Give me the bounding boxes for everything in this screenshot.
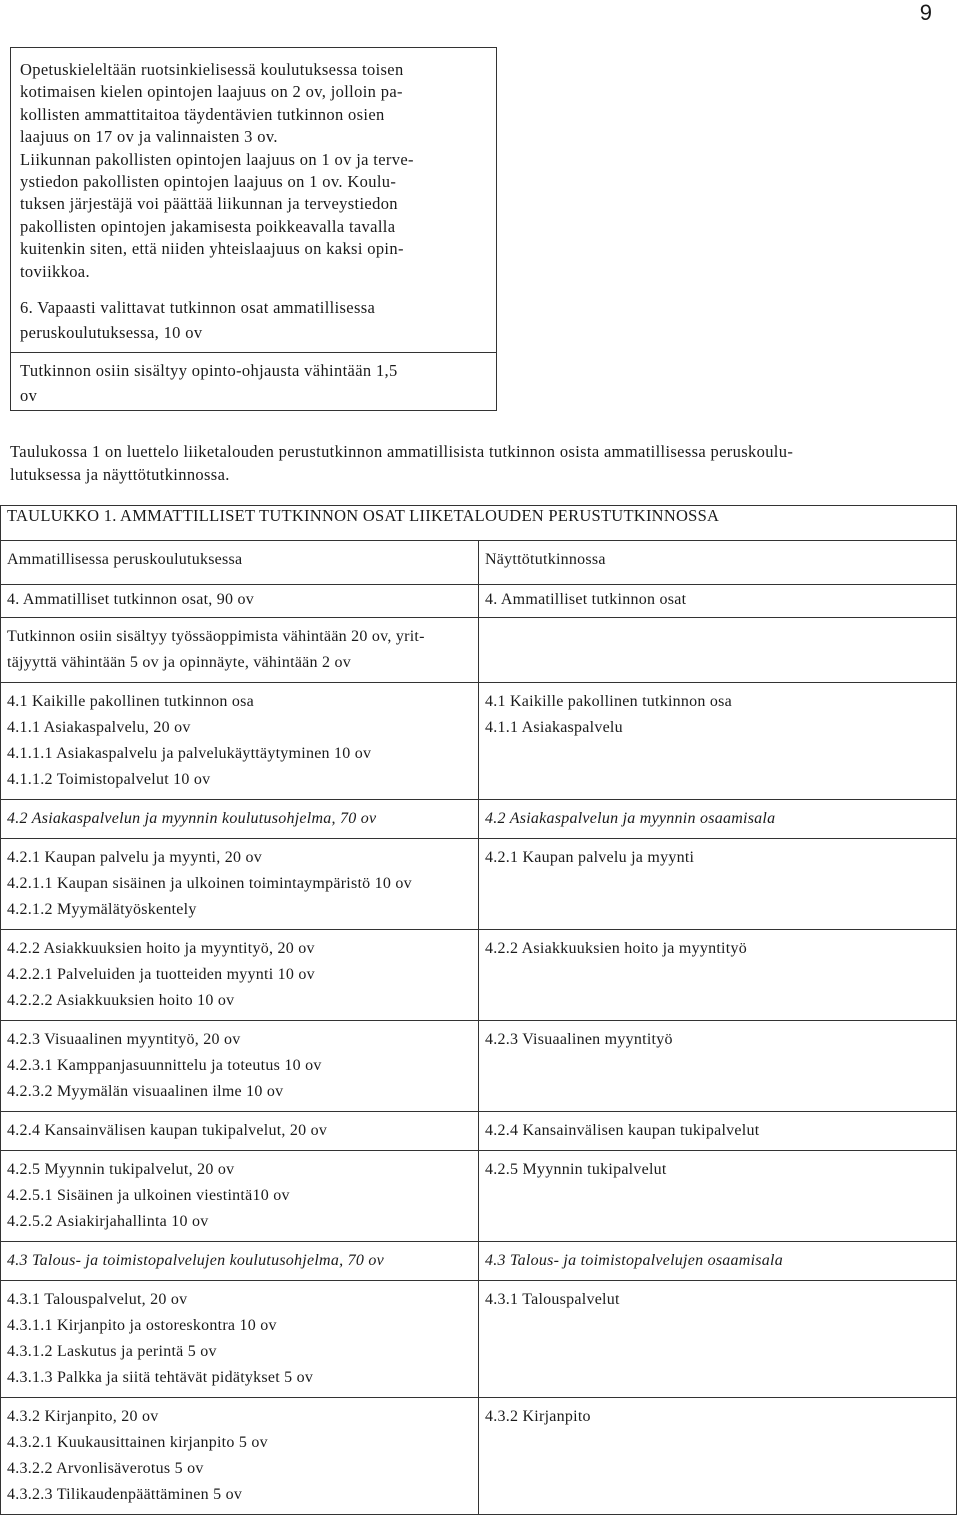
vocational-cell — [1, 1021, 479, 1112]
text-line: ystiedon pakollisten opintojen laajuus on 1 ov. Koulu- — [20, 172, 397, 192]
text-line: 4.2.1 Kaupan palvelu ja myynti, 20 ov — [7, 849, 262, 866]
text-line: 4.2.3 Visuaalinen myyntityö, 20 ov — [7, 1031, 241, 1048]
table-row — [1, 1021, 957, 1112]
vocational-cell — [1, 1151, 479, 1242]
text-line: 4.1.1 Asiakaspalvelu — [485, 719, 623, 736]
text-line: 4.2.2.2 Asiakkuuksien hoito 10 ov — [7, 992, 235, 1009]
text-line: 4.1.1.1 Asiakaspalvelu ja palvelukäyttäytyminen 10 ov — [7, 745, 372, 762]
text-line: 4.2.3.2 Myymälän visuaalinen ilme 10 ov — [7, 1083, 284, 1100]
text-line: 4.3.2 Kirjanpito — [485, 1408, 591, 1425]
text-line: 4.2 Asiakaspalvelun ja myynnin osaamisala — [485, 810, 776, 827]
text-line: 4.2.4 Kansainvälisen kaupan tukipalvelut — [485, 1122, 760, 1139]
text-line: 4.3.2.1 Kuukausittainen kirjanpito 5 ov — [7, 1434, 268, 1451]
competence-cell — [479, 930, 957, 1021]
competence-cell — [479, 1281, 957, 1398]
text-line: 4.3.1 Talouspalvelut, 20 ov — [7, 1291, 188, 1308]
qualification-table — [0, 505, 957, 1515]
curriculum-note-box — [10, 47, 497, 411]
text-line: 4.3.2.3 Tilikaudenpäättäminen 5 ov — [7, 1486, 243, 1503]
competence-cell — [479, 1398, 957, 1515]
text-line: 4.2.3.1 Kamppanjasuunnittelu ja toteutus 10 ov — [7, 1057, 322, 1074]
empty-cell — [479, 618, 957, 683]
vocational-cell — [1, 1398, 479, 1515]
text-line: Liikunnan pakollisten opintojen laajuus on 1 ov ja terve- — [20, 149, 414, 169]
table-row — [1, 683, 957, 800]
text-line: peruskoulutuksessa, 10 ov — [20, 323, 203, 342]
text-line: 4.1 Kaikille pakollinen tutkinnon osa — [7, 693, 254, 710]
text-line: 4.2.1 Kaupan palvelu ja myynti — [485, 849, 695, 866]
text-line: Tutkinnon osiin sisältyy työssäoppimista vähintään 20 ov, yrit- — [7, 628, 425, 645]
competence-cell — [479, 1021, 957, 1112]
text-line: 4.2 Asiakaspalvelun ja myynnin koulutusohjelma, 70 ov — [7, 810, 377, 827]
table-row — [1, 1151, 957, 1242]
column-header-competence: Näyttötutkinnossa — [479, 541, 957, 585]
text-line: 4.3.2 Kirjanpito, 20 ov — [7, 1408, 159, 1425]
competence-cell — [479, 800, 957, 839]
vocational-cell — [1, 800, 479, 839]
text-line: 4.3.1.2 Laskutus ja perintä 5 ov — [7, 1343, 217, 1360]
vocational-cell — [1, 1281, 479, 1398]
text-line: Taulukossa 1 on luettelo liiketalouden perustutkinnon ammatillisista tutkinnon osista ammatillisessa peruskoulu- — [10, 442, 794, 461]
text-line: 4.1.1 Asiakaspalvelu, 20 ov — [7, 719, 191, 736]
text-line: kuitenkin siten, että niiden yhteislaajuus on kaksi opin- — [20, 239, 404, 259]
table-row — [1, 1112, 957, 1151]
vocational-cell — [1, 930, 479, 1021]
text-line: laajuus on 17 ov ja valinnaisten 3 ov. — [20, 127, 278, 147]
table-row — [1, 1281, 957, 1398]
text-line: ov — [20, 386, 38, 405]
text-line: Opetuskieleltään ruotsinkielisessä koulutuksessa toisen — [20, 60, 404, 79]
text-line: 4.2.3 Visuaalinen myyntityö — [485, 1031, 673, 1048]
text-line: 4.3.1 Talouspalvelut — [485, 1291, 620, 1308]
competence-cell — [479, 1151, 957, 1242]
text-line: 4.2.1.1 Kaupan sisäinen ja ulkoinen toimintaympäristö 10 ov — [7, 875, 412, 892]
text-line: 4.1.1.2 Toimistopalvelut 10 ov — [7, 771, 211, 788]
guidance-note — [20, 358, 488, 408]
vocational-cell — [1, 683, 479, 800]
text-line: Tutkinnon osiin sisältyy opinto-ohjausta vähintään 1,5 — [20, 361, 398, 380]
section-heading-left: 4. Ammatilliset tutkinnon osat, 90 ov — [1, 585, 479, 618]
competence-cell — [479, 839, 957, 930]
text-line: 4.2.2.1 Palveluiden ja tuotteiden myynti 10 ov — [7, 966, 315, 983]
section-heading-right: 4. Ammatilliset tutkinnon osat — [479, 585, 957, 618]
column-header-vocational: Ammatillisessa peruskoulutuksessa — [1, 541, 479, 585]
vocational-cell — [1, 1112, 479, 1151]
table-row — [1, 839, 957, 930]
competence-cell — [479, 1242, 957, 1281]
competence-cell — [479, 683, 957, 800]
text-line: kollisten ammattitaitoa täydentävien tutkinnon osien — [20, 104, 385, 124]
table-intro-paragraph — [10, 440, 952, 486]
text-line: 4.2.5 Myynnin tukipalvelut — [485, 1161, 667, 1178]
table-row — [1, 1398, 957, 1515]
text-line: 6. Vapaasti valittavat tutkinnon osat ammatillisessa — [20, 298, 376, 317]
text-line: pakollisten opintojen jakamisesta poikkeavalla tavalla — [20, 216, 396, 236]
text-line: toviikkoa. — [20, 261, 90, 281]
text-line: 4.2.4 Kansainvälisen kaupan tukipalvelut, 20 ov — [7, 1122, 328, 1139]
vocational-cell — [1, 839, 479, 930]
divider — [11, 352, 496, 353]
vocational-cell — [1, 1242, 479, 1281]
text-line: 4.2.1.2 Myymälätyöskentely — [7, 901, 197, 918]
table-row — [1, 930, 957, 1021]
text-line: 4.2.5 Myynnin tukipalvelut, 20 ov — [7, 1161, 235, 1178]
text-line: 4.1 Kaikille pakollinen tutkinnon osa — [485, 693, 732, 710]
text-line: 4.3 Talous- ja toimistopalvelujen osaamisala — [485, 1252, 783, 1269]
text-line: lutuksessa ja näyttötutkinnossa. — [10, 465, 230, 484]
text-line: 4.3.1.3 Palkka ja siitä tehtävät pidätykset 5 ov — [7, 1369, 314, 1386]
text-line: 4.2.2 Asiakkuuksien hoito ja myyntityö — [485, 940, 747, 957]
text-line: 4.3 Talous- ja toimistopalvelujen koulutusohjelma, 70 ov — [7, 1252, 384, 1269]
competence-cell — [479, 1112, 957, 1151]
table-row — [1, 800, 957, 839]
page-number: 9 — [919, 0, 932, 25]
text-line: kotimaisen kielen opintojen laajuus on 2 ov, jolloin pa- — [20, 82, 403, 102]
table-row — [1, 1242, 957, 1281]
language-and-sports-note — [20, 59, 488, 283]
optional-studies-heading — [20, 295, 488, 345]
text-line: tuksen järjestäjä voi päättää liikunnan ja terveystiedon — [20, 194, 398, 214]
text-line: 4.3.1.1 Kirjanpito ja ostoreskontra 10 ov — [7, 1317, 277, 1334]
text-line: 4.2.5.1 Sisäinen ja ulkoinen viestintä10 ov — [7, 1187, 290, 1204]
text-line: 4.2.5.2 Asiakirjahallinta 10 ov — [7, 1213, 209, 1230]
text-line: 4.2.2 Asiakkuuksien hoito ja myyntityö, 20 ov — [7, 940, 315, 957]
text-line: 4.3.2.2 Arvonlisäverotus 5 ov — [7, 1460, 204, 1477]
table-title: TAULUKKO 1. AMMATTILLISET TUTKINNON OSAT LIIKETALOUDEN PERUSTUTKINNOSSA — [1, 506, 957, 541]
work-learning-note — [1, 618, 479, 683]
text-line: täjyyttä vähintään 5 ov ja opinnäyte, vähintään 2 ov — [7, 654, 352, 671]
